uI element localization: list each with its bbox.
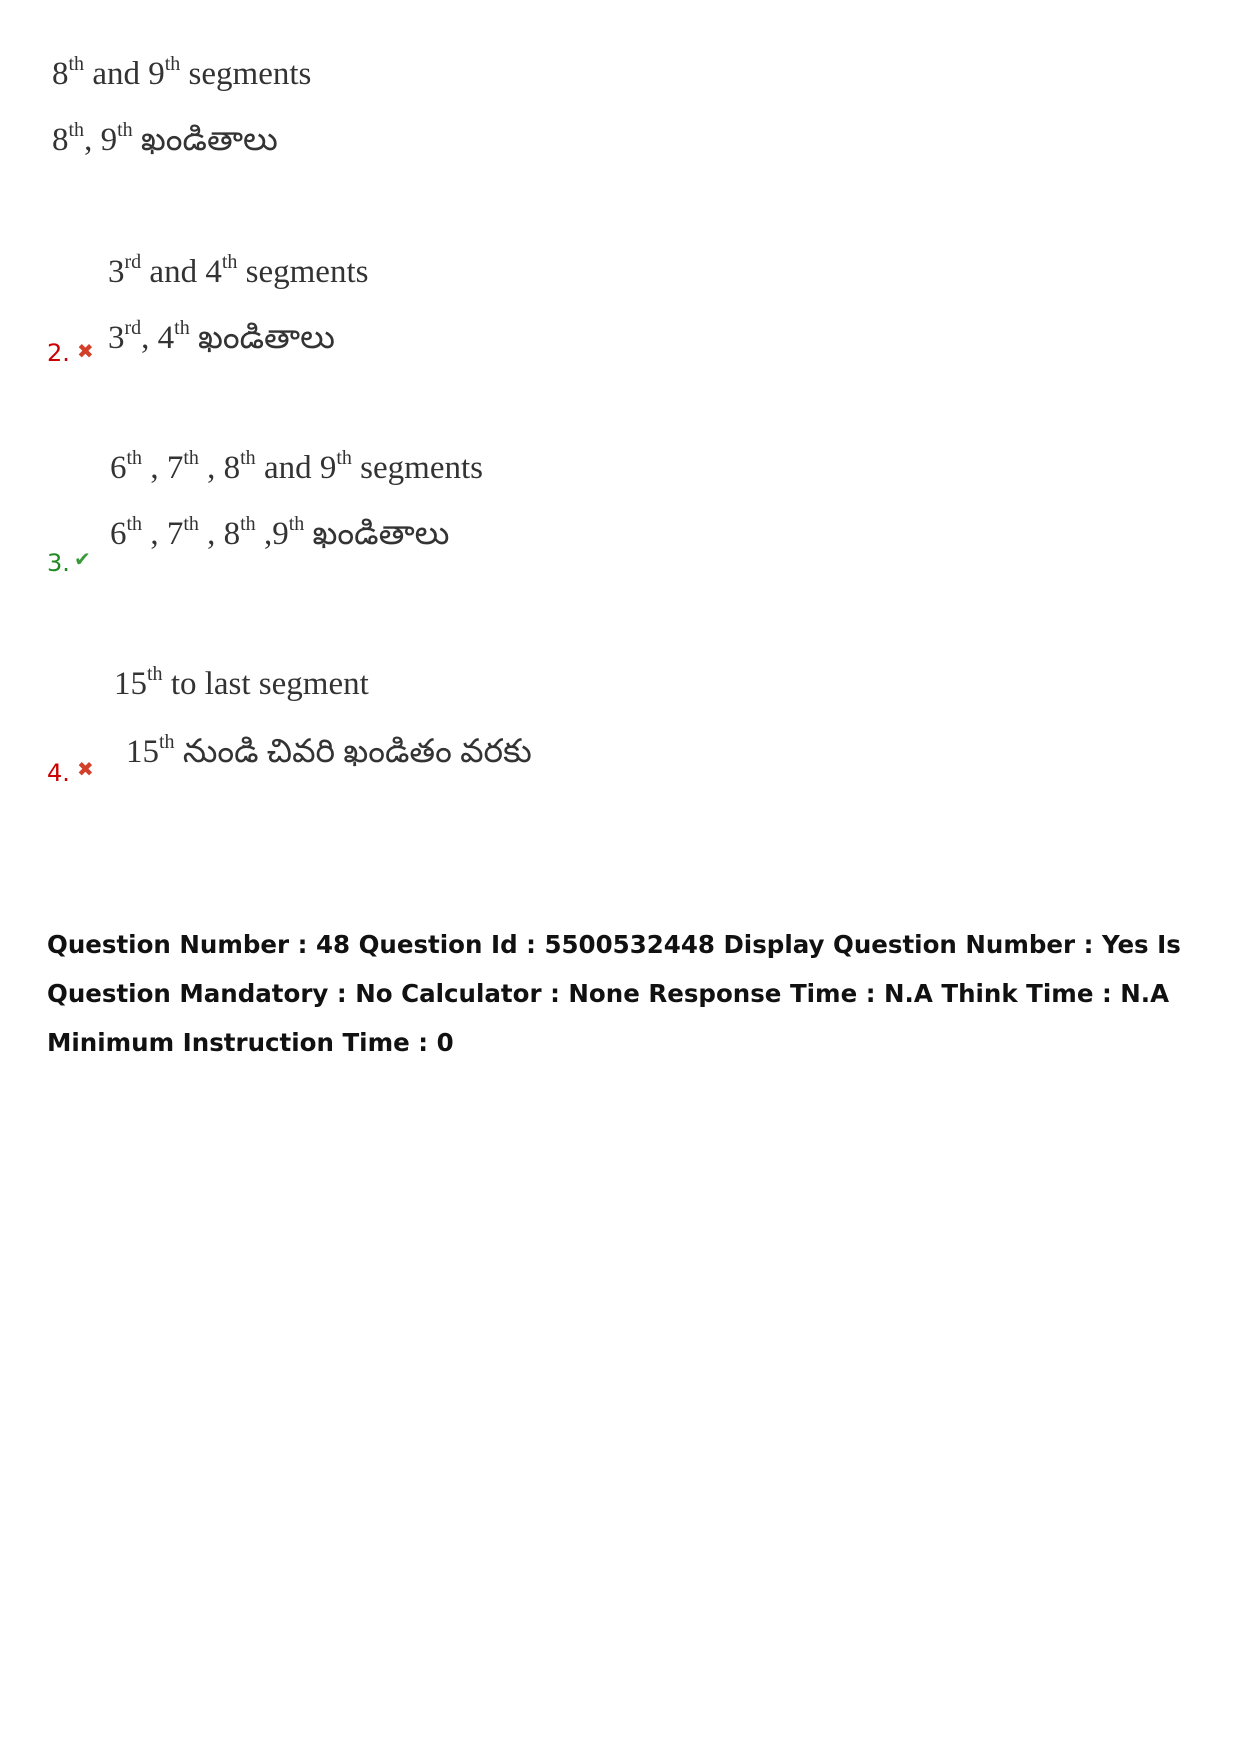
option-2-te-mid: , 4: [141, 320, 175, 356]
option-4-english: [114, 663, 369, 702]
option-1-te-mid: , 9: [84, 122, 118, 158]
option-3-english: [110, 447, 483, 486]
option-2-en-mid: and 4: [141, 254, 222, 290]
option-3-en-d-sup: th: [336, 447, 352, 469]
option-2-en-a: 3: [108, 254, 125, 290]
option-2-telugu: [108, 317, 335, 356]
option-3-en-b-sup: th: [183, 447, 199, 469]
option-4-telugu: [126, 731, 532, 770]
option-1-en-tail: segments: [180, 56, 312, 92]
option-3-en-a: 6: [110, 450, 127, 486]
option-2-en-tail: segments: [237, 254, 369, 290]
option-1-te-b-sup: th: [117, 119, 133, 141]
option-2-en-a-sup: rd: [124, 251, 142, 273]
option-4-en-a: 15: [114, 666, 147, 702]
cross-icon: ✖: [77, 757, 94, 781]
option-4-en-a-sup: th: [147, 663, 163, 685]
option-2-te-a-sup: rd: [124, 317, 142, 339]
option-4-en-tail: to last segment: [162, 666, 369, 702]
option-3-en-c: , 8: [198, 450, 241, 486]
option-2-te-a: 3: [108, 320, 125, 356]
option-3-en-b: , 7: [142, 450, 184, 486]
option-1-en-a: 8: [52, 56, 69, 92]
option-3-te-b-sup: th: [183, 513, 199, 535]
option-4-te-a: 15: [126, 734, 159, 770]
option-2-te-b-sup: th: [174, 317, 190, 339]
checkmark-icon: ✔: [74, 547, 91, 571]
option-3-te-c-sup: th: [240, 513, 256, 535]
option-1-english: [52, 53, 312, 92]
option-1-en-mid: and 9: [84, 56, 165, 92]
option-4-number: 4.: [47, 759, 70, 787]
option-2-number: 2.: [47, 339, 70, 367]
option-2-en-b-sup: th: [221, 251, 238, 273]
option-4-te-tail: నుండి చివరి ఖండితం వరకు: [174, 734, 532, 770]
option-1-te-a: 8: [52, 122, 69, 158]
option-1-en-a-sup: th: [68, 53, 85, 75]
option-3-te-d-sup: th: [288, 513, 305, 535]
option-1-te-tail: ఖండితాలు: [132, 122, 278, 158]
cross-icon: ✖: [77, 339, 94, 363]
option-3-telugu: [110, 513, 450, 552]
option-2-english: [108, 251, 369, 290]
option-4-te-a-sup: th: [159, 731, 175, 753]
option-3-te-a-sup: th: [126, 513, 143, 535]
option-3-en-d: and 9: [255, 450, 337, 486]
option-1-en-b-sup: th: [164, 53, 181, 75]
option-3-number: 3.: [47, 549, 70, 577]
option-3-te-c: , 8: [198, 516, 241, 552]
option-1-telugu: [52, 119, 278, 158]
option-3-en-c-sup: th: [240, 447, 256, 469]
option-2-te-tail: ఖండితాలు: [189, 320, 335, 356]
option-1-te-a-sup: th: [68, 119, 85, 141]
option-3-te-b: , 7: [142, 516, 184, 552]
option-3-en-tail: segments: [351, 450, 483, 486]
option-3-en-a-sup: th: [126, 447, 143, 469]
option-3-te-tail: ఖండితాలు: [304, 516, 450, 552]
option-3-te-d: ,9: [255, 516, 289, 552]
option-3-te-a: 6: [110, 516, 127, 552]
question-metadata: Question Number : 48 Question Id : 5500532448 Display Question Number : Yes Is Question Mandatory : No Calculator : None Response Time : N.A Think Time : N.A Minimum Instruction Time : 0: [47, 930, 1181, 1057]
